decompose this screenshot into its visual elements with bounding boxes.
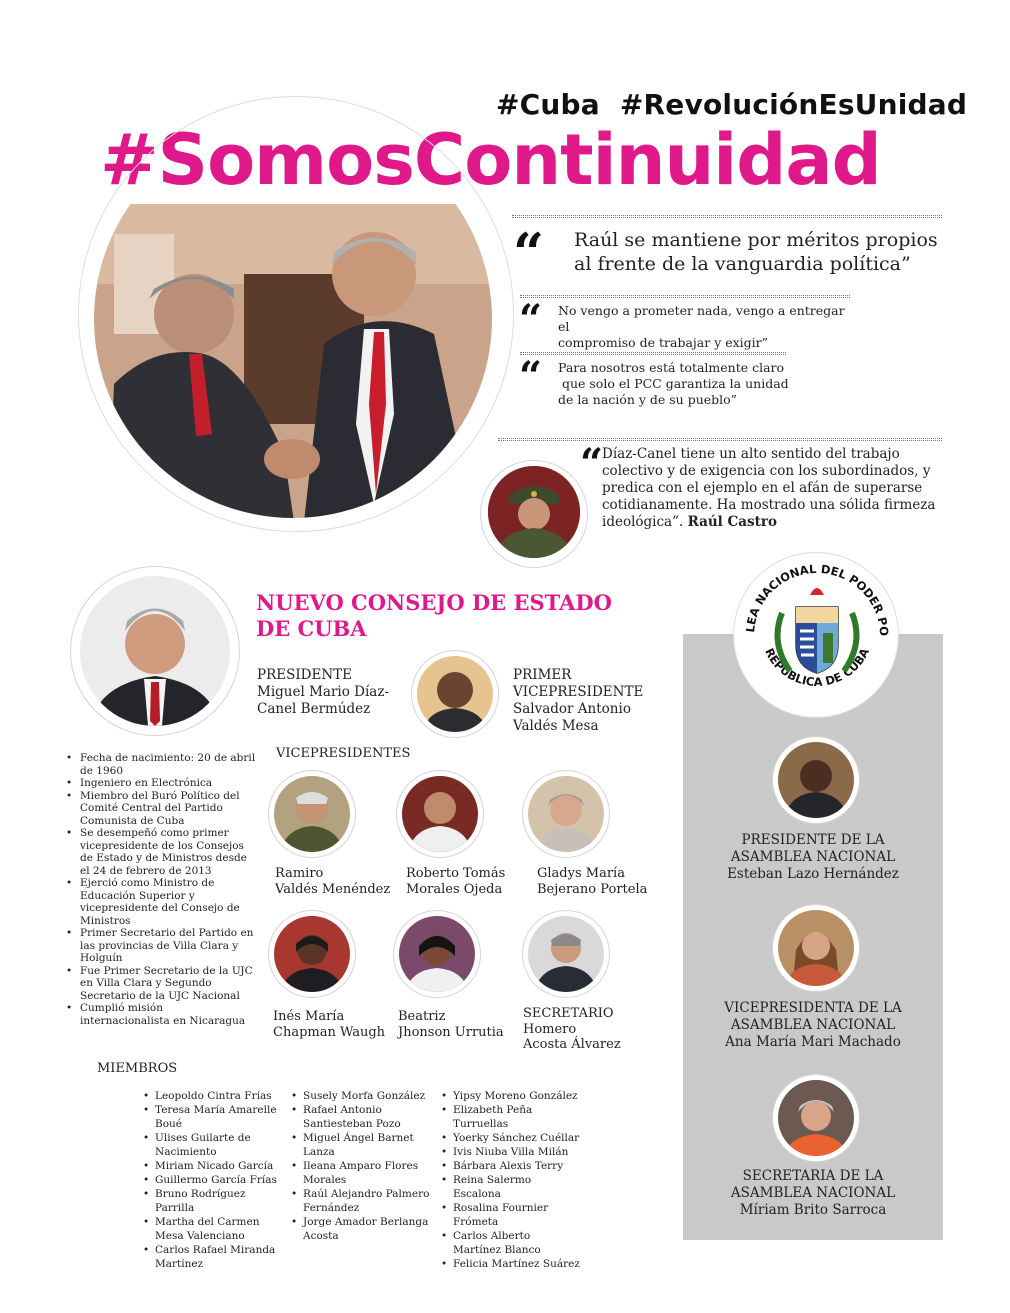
secretario-name: Acosta Álvarez: [523, 1037, 621, 1052]
quote-2-line: No vengo a prometer nada, vengo a entregar el: [558, 303, 845, 334]
asamblea-seal: [733, 552, 899, 718]
hashtag-revolucion: #RevoluciónEsUnidad: [619, 88, 968, 121]
list-item: • Primer Secretario del Partido en las provincias de Villa Clara y Holguín: [66, 927, 256, 965]
miembros-col-1: [143, 1089, 283, 1271]
quote-3-line: Para nosotros está totalmente claro: [558, 360, 785, 375]
vp4-name: [273, 1009, 385, 1040]
secretario-illustration: [528, 916, 604, 992]
vp5-name: [398, 1009, 504, 1040]
list-item: • Felicia Martínez Suárez: [441, 1257, 581, 1271]
list-item: • Ileana Amparo Flores Morales: [291, 1159, 431, 1187]
vp5-name-line: Beatriz: [398, 1009, 446, 1024]
vp3-name-line: Gladys María: [537, 866, 625, 881]
quote-author: Raúl Castro: [687, 514, 777, 530]
quote-4-line: colectivo y de exigencia con los subordinados, y: [602, 463, 931, 479]
quote-mark-icon: “: [519, 296, 537, 343]
primer-vp-name: Valdés Mesa: [513, 718, 599, 734]
mari-photo: [778, 910, 854, 986]
miembros-col-2: [291, 1089, 431, 1243]
vp3-name: [537, 866, 647, 897]
asamblea-presidente: [683, 832, 943, 883]
list-item: • Fecha de nacimiento: 20 de abril de 1960: [66, 752, 256, 777]
secretario-role: SECRETARIO: [523, 1006, 614, 1021]
list-item: • Rosalina Fournier Frómeta: [441, 1201, 581, 1229]
presidente-block: [257, 667, 407, 718]
primer-vp-photo: [417, 656, 493, 732]
mari-illustration: [778, 910, 854, 986]
seal-top-text: LEA NACIONAL DEL PODER PO: [743, 561, 892, 637]
vp2-illustration: [402, 776, 478, 852]
list-item: • Teresa María Amarelle Boué: [143, 1103, 283, 1131]
list-item: • Miembro del Buró Político del Comité Central del Partido Comunista de Cuba: [66, 790, 256, 828]
vp4-illustration: [274, 916, 350, 992]
brito-illustration: [778, 1080, 854, 1156]
secretario-block: [523, 1006, 621, 1053]
vp2-name-line: Morales Ojeda: [406, 881, 503, 897]
lazo-illustration: [778, 742, 854, 818]
list-item: • Carlos Rafael Miranda Martínez: [143, 1243, 283, 1271]
miembros-label: MIEMBROS: [97, 1061, 178, 1076]
list-item: • Ivis Niuba Villa Milán: [441, 1145, 581, 1159]
asamblea-secretaria-name: Míriam Brito Sarroca: [739, 1202, 887, 1218]
list-item: • Leopoldo Cintra Frías: [143, 1089, 283, 1103]
primer-vp-block: [513, 667, 653, 735]
quote-1-line: Raúl se mantiene por méritos propios: [574, 229, 938, 251]
vp5-photo: [399, 916, 475, 992]
asamblea-presidente-name: Esteban Lazo Hernández: [727, 866, 899, 882]
list-item: • Ingeniero en Electrónica: [66, 777, 256, 790]
divider: [512, 215, 942, 218]
diazcanel-illustration: [80, 576, 230, 726]
quote-1: [574, 228, 944, 276]
list-item: • Cumplió misión internacionalista en Nicaragua: [66, 1002, 256, 1027]
presidente-name: Miguel Mario Díaz-: [257, 684, 390, 700]
vicepresidentes-label: VICEPRESIDENTES: [276, 746, 411, 761]
seal-bottom-text: REPUBLICA DE CUBA: [762, 645, 872, 689]
presidente-name: Canel Bermúdez: [257, 701, 371, 717]
asamblea-presidente-line: ASAMBLEA NACIONAL: [730, 849, 896, 865]
list-item: • Susely Morfa González: [291, 1089, 431, 1103]
list-item: • Guillermo García Frías: [143, 1173, 283, 1187]
vp2-name: [406, 866, 505, 897]
list-item: • Miriam Nicado García: [143, 1159, 283, 1173]
list-item: • Carlos Alberto Martínez Blanco: [441, 1229, 581, 1257]
quote-3: [558, 360, 818, 408]
asamblea-vicepresidenta: [683, 1000, 943, 1051]
vp3-name-line: Bejerano Portela: [537, 881, 648, 897]
quote-4-line: Díaz-Canel tiene un alto sentido del trabajo: [602, 446, 900, 462]
page-title: #SomosContinuidad: [100, 119, 881, 201]
raul-illustration: [488, 466, 580, 558]
raul-photo: [488, 466, 580, 558]
hashtag-cuba: #Cuba: [496, 88, 600, 121]
vp1-name-line: Valdés Menéndez: [275, 881, 391, 897]
vp1-illustration: [274, 776, 350, 852]
vp4-name-line: Chapman Waugh: [273, 1024, 386, 1040]
consejo-title: [256, 590, 636, 642]
asamblea-seal-emblem-icon: [734, 553, 900, 719]
list-item: • Yipsy Moreno González: [441, 1089, 581, 1103]
asamblea-secretaria: [683, 1168, 943, 1219]
list-item: • Elizabeth Peña Turruellas: [441, 1103, 581, 1131]
asamblea-vicepresidenta-line: ASAMBLEA NACIONAL: [730, 1017, 896, 1033]
bio-list: [66, 752, 256, 1027]
list-item: • Ejerció como Ministro de Educación Superior y vicepresidente del Consejo de Ministros: [66, 877, 256, 927]
secretario-photo: [528, 916, 604, 992]
quote-4-line: predica con el ejemplo en el afán de superarse: [602, 480, 923, 496]
quote-mark-icon: “: [519, 353, 537, 400]
lazo-photo: [778, 742, 854, 818]
hashtags: [496, 88, 967, 121]
vp3-photo: [528, 776, 604, 852]
primer-vp-name: Salvador Antonio: [513, 701, 631, 717]
quote-4-line: ideológica”.: [602, 514, 684, 530]
quote-1-line: al frente de la vanguardia política”: [574, 253, 911, 275]
list-item: • Se desempeñó como primer vicepresidente de los Consejos de Estado y de Ministros desde el 24 de febrero de 2013: [66, 827, 256, 877]
vp5-illustration: [399, 916, 475, 992]
secretario-name: Homero: [523, 1021, 577, 1037]
asamblea-vicepresidenta-name: Ana María Mari Machado: [725, 1034, 901, 1050]
vp2-photo: [402, 776, 478, 852]
divider: [498, 438, 942, 441]
vp5-name-line: Jhonson Urrutia: [398, 1024, 504, 1040]
asamblea-secretaria-line: SECRETARIA DE LA: [742, 1168, 884, 1184]
list-item: • Reina Salermo Escalona: [441, 1173, 581, 1201]
vp1-name-line: Ramiro: [275, 866, 324, 881]
quote-mark-icon: “: [580, 440, 598, 487]
primer-vp-illustration: [417, 656, 493, 732]
quote-mark-icon: “: [513, 221, 539, 285]
list-item: • Jorge Amador Berlanga Acosta: [291, 1215, 431, 1243]
vp1-photo: [274, 776, 350, 852]
quote-4-line: cotidianamente. Ha mostrado una sólida firmeza: [602, 497, 936, 513]
list-item: • Ulises Guilarte de Nacimiento: [143, 1131, 283, 1159]
list-item: • Yoerky Sánchez Cuéllar: [441, 1131, 581, 1145]
quote-3-line: que solo el PCC garantiza la unidad: [558, 376, 789, 391]
quote-4: [602, 446, 942, 531]
list-item: • Bárbara Alexis Terry: [441, 1159, 581, 1173]
vp1-name: [275, 866, 390, 897]
vp4-name-line: Inés María: [273, 1009, 345, 1024]
quote-2-line: compromiso de trabajar y exigir”: [558, 335, 769, 350]
diazcanel-photo: [80, 576, 230, 726]
brito-photo: [778, 1080, 854, 1156]
list-item: • Martha del Carmen Mesa Valenciano: [143, 1215, 283, 1243]
primer-vp-role: VICEPRESIDENTE: [513, 684, 644, 700]
asamblea-presidente-line: PRESIDENTE DE LA: [741, 832, 885, 848]
miembros-col-3: [441, 1089, 581, 1271]
divider: [520, 295, 850, 298]
vp3-illustration: [528, 776, 604, 852]
vp2-name-line: Roberto Tomás: [406, 866, 506, 881]
list-item: • Rafael Antonio Santiesteban Pozo: [291, 1103, 431, 1131]
consejo-title-line: NUEVO CONSEJO DE ESTADO: [256, 590, 612, 615]
list-item: • Raúl Alejandro Palmero Fernández: [291, 1187, 431, 1215]
primer-vp-role: PRIMER: [513, 667, 572, 683]
list-item: • Miguel Ángel Barnet Lanza: [291, 1131, 431, 1159]
quote-3-line: de la nación y de su pueblo”: [558, 392, 738, 407]
divider: [520, 352, 786, 355]
consejo-title-line: DE CUBA: [256, 616, 367, 641]
vp4-photo: [274, 916, 350, 992]
asamblea-vicepresidenta-line: VICEPRESIDENTA DE LA: [724, 1000, 902, 1016]
asamblea-secretaria-line: ASAMBLEA NACIONAL: [730, 1185, 896, 1201]
list-item: • Fue Primer Secretario de la UJC en Villa Clara y Segundo Secretario de la UJC Nacional: [66, 965, 256, 1003]
list-item: • Bruno Rodríguez Parrilla: [143, 1187, 283, 1215]
presidente-role: PRESIDENTE: [257, 667, 353, 683]
quote-2: [558, 303, 858, 351]
